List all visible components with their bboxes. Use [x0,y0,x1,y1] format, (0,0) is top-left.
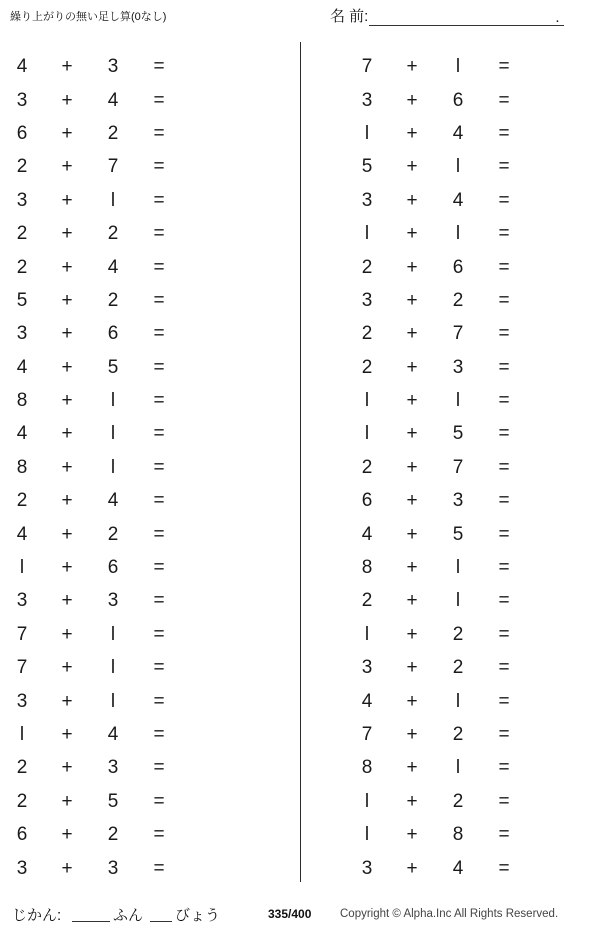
operand-b: 3 [452,490,464,512]
plus-sign: + [61,623,73,645]
plus-sign: + [406,156,418,178]
equals-sign: = [498,156,510,178]
plus-sign: + [61,323,73,345]
plus-sign: + [61,557,73,579]
operand-a: 2 [16,256,28,278]
problem-row [0,217,300,250]
equals-sign: = [498,423,510,445]
operand-a: l [364,223,370,245]
plus-sign: + [61,824,73,846]
equals-sign: = [153,857,165,879]
equals-sign: = [498,790,510,812]
operand-a: 4 [16,423,28,445]
operand-a: 3 [16,323,28,345]
operand-a: 2 [361,456,373,478]
operand-b: l [110,623,116,645]
equals-sign: = [498,356,510,378]
operand-b: l [455,56,461,78]
operand-a: 3 [361,289,373,311]
operand-b: 5 [452,423,464,445]
equals-sign: = [498,590,510,612]
operand-a: 5 [361,156,373,178]
operand-b: 7 [452,456,464,478]
plus-sign: + [406,323,418,345]
operand-b: l [110,456,116,478]
problem-row [345,618,600,651]
problem-row [0,684,300,717]
problem-row [0,584,300,617]
equals-sign: = [153,56,165,78]
operand-b: l [110,189,116,211]
problem-row [0,117,300,150]
operand-b: 4 [452,122,464,144]
problem-row [345,718,600,751]
problem-row [0,384,300,417]
equals-sign: = [153,256,165,278]
plus-sign: + [406,657,418,679]
problem-row [0,451,300,484]
equals-sign: = [153,724,165,745]
operand-b: 4 [107,724,119,745]
equals-sign: = [498,757,510,779]
plus-sign: + [61,289,73,311]
operand-a: 8 [16,456,28,478]
seconds-input[interactable] [150,904,172,922]
equals-sign: = [153,557,165,579]
operand-b: 2 [452,724,464,745]
operand-a: 4 [16,523,28,545]
plus-sign: + [61,490,73,512]
operand-a: 4 [16,356,28,378]
problem-row [345,117,600,150]
operand-b: 6 [107,557,119,579]
equals-sign: = [153,657,165,679]
problem-row [345,651,600,684]
equals-sign: = [153,223,165,245]
operand-b: 4 [107,89,119,111]
equals-sign: = [498,824,510,846]
operand-a: l [364,390,370,412]
problem-row [0,517,300,550]
equals-sign: = [498,390,510,412]
problem-column-right [300,42,600,882]
operand-a: 3 [16,189,28,211]
problem-row [345,217,600,250]
plus-sign: + [406,223,418,245]
problem-column-left [0,42,300,882]
problem-row [0,618,300,651]
equals-sign: = [153,456,165,478]
plus-sign: + [406,189,418,211]
operand-a: 7 [16,623,28,645]
operand-a: 6 [16,824,28,846]
plus-sign: + [406,690,418,712]
equals-sign: = [153,490,165,512]
operand-b: 7 [452,323,464,345]
operand-b: l [455,590,461,612]
problem-row [0,317,300,350]
equals-sign: = [498,557,510,579]
plus-sign: + [406,256,418,278]
plus-sign: + [406,289,418,311]
equals-sign: = [153,790,165,812]
plus-sign: + [406,56,418,78]
name-label: 名 前: [330,8,369,25]
operand-b: l [110,423,116,445]
operand-a: l [19,724,25,745]
problem-row [0,751,300,784]
plus-sign: + [406,89,418,111]
operand-a: 3 [361,189,373,211]
plus-sign: + [61,156,73,178]
operand-a: 2 [16,223,28,245]
plus-sign: + [61,757,73,779]
copyright-notice: Copyright © Alpha.Inc All Rights Reserved. [340,908,559,920]
time-label: じかん: [12,907,62,924]
plus-sign: + [61,724,73,745]
problem-row [0,83,300,116]
problem-row [345,517,600,550]
operand-b: 2 [107,824,119,846]
plus-sign: + [61,189,73,211]
problem-row [0,551,300,584]
plus-sign: + [406,790,418,812]
operand-b: 3 [107,56,119,78]
minutes-unit-label: ふん [113,907,144,924]
problem-row [345,584,600,617]
plus-sign: + [406,623,418,645]
operand-a: 2 [361,256,373,278]
equals-sign: = [498,56,510,78]
plus-sign: + [406,390,418,412]
problem-row [0,150,300,183]
problem-row [345,785,600,818]
operand-a: 3 [361,89,373,111]
problem-list-left [0,42,300,885]
operand-b: l [455,390,461,412]
plus-sign: + [61,857,73,879]
problem-row [345,83,600,116]
plus-sign: + [406,490,418,512]
plus-sign: + [406,456,418,478]
operand-a: 4 [361,690,373,712]
plus-sign: + [406,857,418,879]
minutes-input[interactable] [72,904,110,922]
equals-sign: = [153,89,165,111]
equals-sign: = [153,390,165,412]
plus-sign: + [406,824,418,846]
operand-a: 2 [361,590,373,612]
equals-sign: = [498,857,510,879]
operand-a: l [364,824,370,846]
page-count: 335/400 [268,907,312,921]
operand-b: 3 [107,590,119,612]
operand-a: 8 [361,557,373,579]
plus-sign: + [61,356,73,378]
name-period: . [555,9,560,26]
equals-sign: = [153,623,165,645]
problem-row [345,484,600,517]
problem-row [345,284,600,317]
operand-b: 4 [107,490,119,512]
operand-a: 4 [16,56,28,78]
problem-row [0,785,300,818]
operand-b: l [455,690,461,712]
problem-row [0,417,300,450]
operand-b: 3 [107,757,119,779]
problem-row [0,250,300,283]
operand-b: 2 [452,790,464,812]
operand-b: l [455,223,461,245]
equals-sign: = [498,189,510,211]
equals-sign: = [153,824,165,846]
equals-sign: = [153,189,165,211]
operand-b: l [455,156,461,178]
operand-b: 2 [107,523,119,545]
operand-a: 2 [16,790,28,812]
equals-sign: = [153,590,165,612]
plus-sign: + [61,790,73,812]
equals-sign: = [498,323,510,345]
plus-sign: + [406,423,418,445]
equals-sign: = [498,724,510,745]
equals-sign: = [498,623,510,645]
operand-a: 2 [361,356,373,378]
problem-row [345,351,600,384]
operand-b: 6 [107,323,119,345]
problem-row [345,150,600,183]
problem-row [0,651,300,684]
operand-a: l [364,122,370,144]
plus-sign: + [61,523,73,545]
equals-sign: = [153,156,165,178]
equals-sign: = [153,523,165,545]
plus-sign: + [406,356,418,378]
problem-row [345,684,600,717]
problem-row [345,250,600,283]
problem-row [345,317,600,350]
operand-a: 7 [361,724,373,745]
problem-list-right [301,42,600,885]
problem-row [345,751,600,784]
equals-sign: = [153,122,165,144]
seconds-unit-label: びょう [175,907,221,924]
operand-b: 2 [107,122,119,144]
operand-b: l [110,390,116,412]
operand-a: 3 [361,657,373,679]
problem-row [0,184,300,217]
operand-a: 6 [361,490,373,512]
equals-sign: = [498,456,510,478]
operand-a: 2 [16,490,28,512]
operand-b: 8 [452,824,464,846]
operand-b: 2 [452,623,464,645]
operand-a: l [364,790,370,812]
problem-row [345,50,600,83]
problem-row [345,417,600,450]
operand-b: 4 [107,256,119,278]
plus-sign: + [61,256,73,278]
operand-a: 8 [16,390,28,412]
problem-row [345,551,600,584]
operand-b: 5 [452,523,464,545]
equals-sign: = [498,89,510,111]
equals-sign: = [153,690,165,712]
operand-b: 6 [452,256,464,278]
worksheet-footer [0,900,600,930]
operand-a: 6 [16,122,28,144]
plus-sign: + [406,757,418,779]
problem-row [345,818,600,851]
operand-b: l [110,657,116,679]
problem-columns [0,42,600,882]
plus-sign: + [61,89,73,111]
equals-sign: = [153,423,165,445]
operand-b: 2 [452,289,464,311]
equals-sign: = [153,356,165,378]
name-input[interactable] [369,8,564,26]
operand-b: 4 [452,857,464,879]
problem-row [0,484,300,517]
problem-row [345,184,600,217]
equals-sign: = [498,657,510,679]
operand-a: 2 [16,757,28,779]
problem-row [345,384,600,417]
problem-row [0,718,300,751]
plus-sign: + [61,456,73,478]
worksheet-header [0,0,600,36]
operand-a: 3 [16,857,28,879]
equals-sign: = [498,490,510,512]
operand-a: 5 [16,289,28,311]
plus-sign: + [61,122,73,144]
operand-b: 3 [452,356,464,378]
plus-sign: + [406,724,418,745]
operand-a: 8 [361,757,373,779]
operand-b: l [455,557,461,579]
plus-sign: + [406,590,418,612]
name-field-area [330,5,560,26]
plus-sign: + [61,56,73,78]
operand-b: 4 [452,189,464,211]
operand-b: 5 [107,356,119,378]
equals-sign: = [498,523,510,545]
plus-sign: + [406,523,418,545]
operand-a: 7 [361,56,373,78]
operand-a: 2 [16,156,28,178]
operand-a: l [19,557,25,579]
equals-sign: = [153,289,165,311]
operand-a: 3 [16,590,28,612]
operand-b: l [455,757,461,779]
problem-row [0,50,300,83]
operand-a: 3 [361,857,373,879]
equals-sign: = [498,256,510,278]
operand-b: 2 [452,657,464,679]
equals-sign: = [498,122,510,144]
plus-sign: + [61,657,73,679]
plus-sign: + [406,122,418,144]
operand-b: 3 [107,857,119,879]
plus-sign: + [61,690,73,712]
operand-a: 3 [16,690,28,712]
operand-b: l [110,690,116,712]
plus-sign: + [61,223,73,245]
operand-a: l [364,423,370,445]
operand-b: 7 [107,156,119,178]
problem-row [0,351,300,384]
problem-row [345,451,600,484]
operand-b: 2 [107,223,119,245]
problem-row [0,284,300,317]
problem-row [0,818,300,851]
plus-sign: + [61,423,73,445]
equals-sign: = [498,690,510,712]
operand-a: 2 [361,323,373,345]
equals-sign: = [153,323,165,345]
operand-a: l [364,623,370,645]
operand-b: 6 [452,89,464,111]
operand-b: 5 [107,790,119,812]
problem-row [345,851,600,884]
operand-b: 2 [107,289,119,311]
operand-a: 7 [16,657,28,679]
plus-sign: + [61,390,73,412]
operand-a: 3 [16,89,28,111]
problem-row [0,851,300,884]
equals-sign: = [498,289,510,311]
equals-sign: = [498,223,510,245]
plus-sign: + [406,557,418,579]
page-title: 繰り上がりの無い足し算(0なし) [10,11,167,23]
plus-sign: + [61,590,73,612]
operand-a: 4 [361,523,373,545]
equals-sign: = [153,757,165,779]
